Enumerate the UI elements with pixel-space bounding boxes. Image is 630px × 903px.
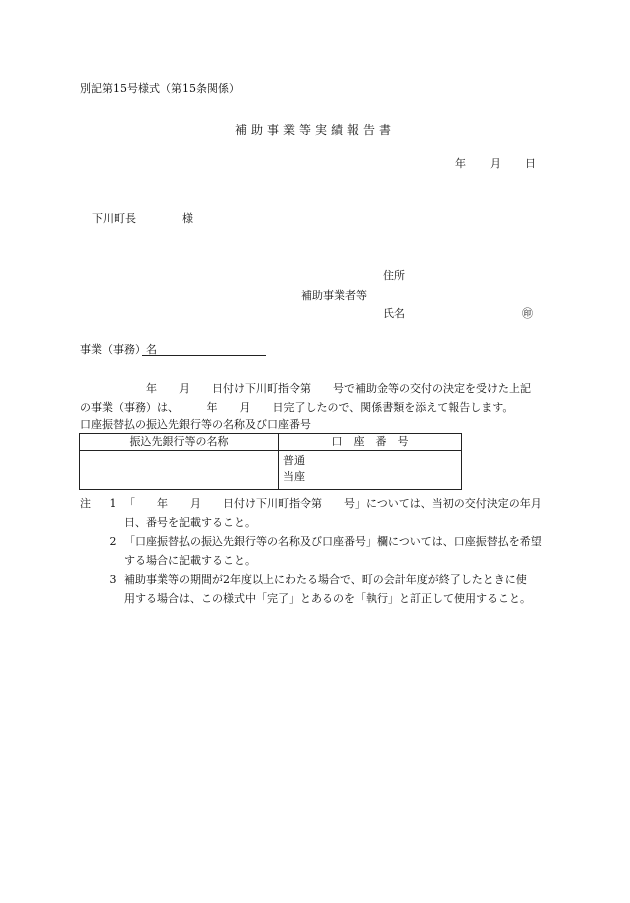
account-type-current: 当座	[283, 470, 305, 483]
applicant-role-label: 補助事業者等	[301, 289, 367, 302]
note-text-continuation: する場合に記載すること。	[124, 554, 256, 567]
name-label: 氏名	[383, 307, 405, 320]
note-1	[80, 494, 560, 532]
note-text-line: 「口座振替払の振込先銀行等の名称及び口座番号」欄については、口座振替払を希望	[124, 535, 542, 548]
addressee-honorific: 様	[182, 212, 193, 225]
bank-name-cell	[80, 451, 279, 490]
project-name-underline	[142, 355, 266, 356]
body-text-line-1: 年 月 日付け下川町指令第 号で補助金等の交付の決定を受けた上記	[80, 382, 531, 395]
account-type-ordinary: 普通	[283, 454, 305, 467]
seal-mark: ㊞	[522, 307, 533, 320]
note-number: 3	[109, 573, 117, 586]
note-text-continuation: 日、番号を記載すること。	[124, 516, 256, 529]
date-month-label: 月	[490, 157, 501, 170]
project-name-label: 事業（事務）名	[80, 343, 157, 356]
form-number: 別記第15号様式（第15条関係）	[80, 82, 240, 95]
date-day-label: 日	[525, 157, 536, 170]
bank-name-header: 振込先銀行等の名称	[80, 434, 279, 451]
note-3	[80, 570, 560, 608]
note-text-line: 補助事業等の期間が2年度以上にわたる場合で、町の会計年度が終了したときに使	[124, 573, 527, 586]
note-number: 1	[109, 497, 117, 510]
note-number: 2	[109, 535, 117, 548]
addressee-name: 下川町長	[92, 212, 136, 225]
account-number-header: 口 座 番 号	[279, 434, 462, 451]
date-year-label: 年	[455, 157, 466, 170]
note-text-line: 「 年 月 日付け下川町指令第 号」については、当初の交付決定の年月	[124, 497, 542, 510]
note-prefix: 注	[80, 497, 91, 510]
account-number-cell	[279, 451, 462, 490]
note-text-continuation: 用する場合は、この様式中「完了」とあるのを「執行」と訂正して使用すること。	[124, 592, 531, 605]
note-2	[80, 532, 560, 570]
body-text-line-2: の事業（事務）は、 年 月 日完了したので、関係書類を添えて報告します。	[80, 401, 514, 414]
bank-caption: 口座振替払の振込先銀行等の名称及び口座番号	[80, 418, 311, 431]
document-title: 補助事業等実績報告書	[234, 123, 395, 137]
address-label: 住所	[383, 269, 405, 282]
bank-account-table	[79, 433, 462, 490]
